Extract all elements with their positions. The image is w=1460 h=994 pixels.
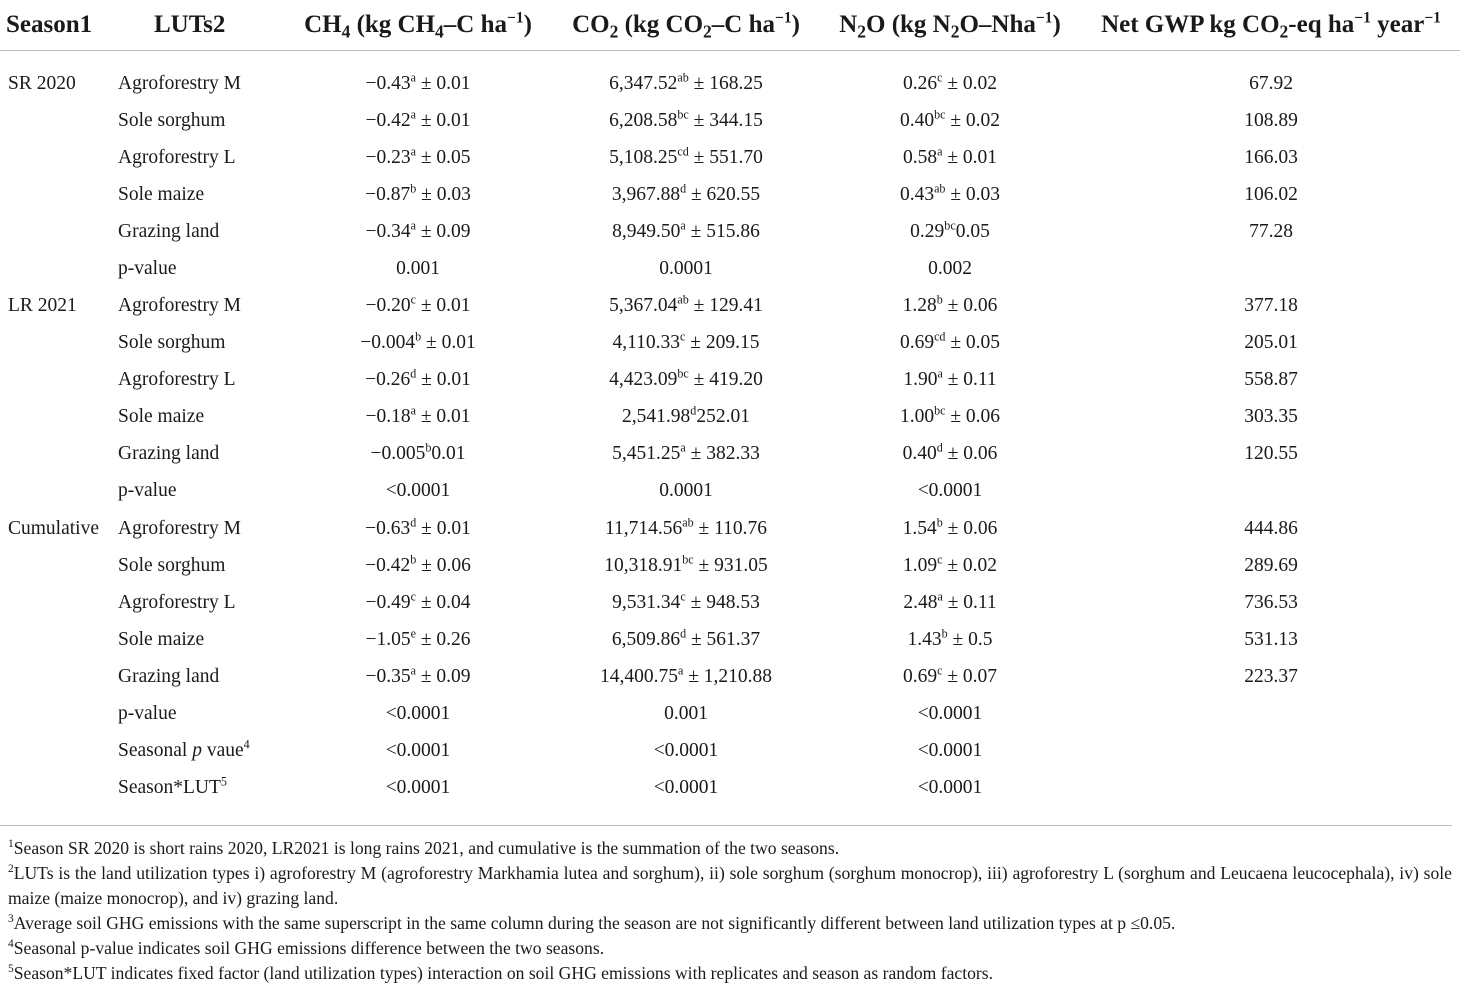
n2o-cell: 0.40$^d$ ± 0.06 (902, 440, 998, 465)
table-row (0, 213, 1460, 250)
lut-cell: Sole maize (118, 628, 205, 650)
table-row (0, 139, 1460, 176)
lut-cell: Seasonal p vaue$^4$ (118, 737, 250, 762)
header-row (0, 0, 1460, 51)
net-gwp-cell: 558.87 (1244, 369, 1298, 391)
lut-cell: Grazing land (118, 443, 220, 465)
n2o-cell: 1.90$^a$ ± 0.11 (903, 366, 997, 391)
table-row (0, 696, 1460, 733)
n2o-cell: 1.43$^b$ ± 0.5 (907, 626, 993, 650)
ch4-cell: <0.0001 (385, 777, 451, 799)
season-cell (0, 473, 118, 510)
footnote-divider (0, 825, 1452, 826)
table-row (0, 325, 1460, 362)
n2o-cell: 1.09$^c$ ± 0.02 (902, 552, 998, 576)
co2-cell: 8,949.50$^a$ ± 515.86 (612, 218, 760, 242)
net-gwp-cell (1082, 696, 1460, 733)
ch4-cell: −0.35$^a$ ± 0.09 (365, 663, 471, 687)
ch4-cell: −0.34$^a$ ± 0.09 (365, 218, 471, 242)
net-gwp-cell: 444.86 (1244, 517, 1298, 539)
season-cell (0, 176, 118, 213)
header-co2: $CO_2$ (kg $CO_2-C$ $ha^{-1}$) (554, 0, 818, 51)
footnote: $^5$Season*LUT indicates fixed factor (land utilization types) interaction on soil GHG emissions with replicates and season as random factors. (8, 962, 994, 983)
ch4-cell: −0.43$^a$ ± 0.01 (365, 70, 471, 94)
ch4-cell: 0.001 (396, 257, 440, 279)
net-gwp-cell: 108.89 (1244, 109, 1298, 131)
season-cell (0, 733, 118, 770)
co2-cell: 5,108.25$^{cd}$ ± 551.70 (609, 144, 763, 168)
n2o-cell: <0.0001 (917, 480, 983, 502)
n2o-cell: <0.0001 (917, 703, 983, 725)
season-cell (0, 770, 118, 807)
header-n2o: $N_2O$ (kg $N_2O-Nha^{-1}$) (818, 0, 1082, 51)
co2-cell: 5,451.25$^a$ ± 382.33 (612, 440, 760, 465)
net-gwp-cell: 223.37 (1244, 665, 1298, 687)
co2-cell: 0.0001 (659, 257, 713, 279)
net-gwp-cell: 205.01 (1244, 332, 1298, 354)
net-gwp-cell: 166.03 (1244, 146, 1298, 168)
co2-cell: 3,967.88$^d$ ± 620.55 (611, 181, 761, 205)
co2-cell: 14,400.75$^a$ ± 1,210.88 (599, 663, 773, 687)
footnote: $^4$Seasonal p-value indicates soil GHG emissions difference between the two seasons. (8, 937, 605, 958)
season-cell (0, 436, 118, 473)
net-gwp-cell (1082, 473, 1460, 510)
n2o-cell: 2.48$^a$ ± 0.11 (903, 589, 997, 613)
lut-cell: Sole sorghum (118, 332, 226, 354)
co2-cell: 6,509.86$^d$ ± 561.37 (611, 626, 761, 650)
co2-cell: 10,318.91$^{bc}$ ± 931.05 (604, 552, 768, 576)
lut-cell: Sole sorghum (118, 109, 226, 131)
table-row (0, 547, 1460, 584)
n2o-cell: 0.29$^{bc}$0.05 (910, 218, 990, 242)
co2-cell: 4,110.33$^c$ ± 209.15 (612, 329, 760, 354)
co2-cell: 4,423.09$^{bc}$ ± 419.20 (609, 366, 763, 391)
net-gwp-cell (1082, 733, 1460, 770)
net-gwp-cell: 303.35 (1244, 406, 1298, 428)
ch4-cell: −1.05$^e$ ± 0.26 (365, 626, 471, 650)
table-row (0, 250, 1460, 287)
lut-cell: Grazing land (118, 220, 220, 242)
table-row (0, 658, 1460, 695)
co2-cell: 0.0001 (659, 480, 713, 502)
co2-cell: 6,208.58$^{bc}$ ± 344.15 (609, 107, 763, 131)
ch4-cell: <0.0001 (385, 740, 451, 762)
table-row (0, 510, 1460, 547)
footnote: $^2$LUTs is the land utilization types i) agroforestry M (agroforestry Markhamia lutea and sorghum), ii) sole sorghum (sorghum monocrop), iii) agroforestry L (sorghum and Leucaena leucocephala), iv) sole maize (maize monocrop), and iv) grazing land. (8, 862, 1452, 908)
ch4-cell: −0.42$^b$ ± 0.06 (365, 552, 471, 576)
table-row (0, 399, 1460, 436)
ch4-cell: −0.20$^c$ ± 0.01 (365, 292, 471, 317)
ch4-cell: −0.18$^a$ ± 0.01 (365, 403, 471, 428)
lut-cell: Agroforestry M (118, 72, 241, 94)
co2-cell: 2,541.98$^d$252.01 (622, 403, 750, 428)
net-gwp-cell: 377.18 (1244, 295, 1298, 317)
table-row (0, 770, 1460, 807)
lut-cell: Grazing land (118, 665, 220, 687)
season-cell (0, 250, 118, 287)
lut-cell: Sole maize (118, 183, 205, 205)
ch4-cell: −0.49$^c$ ± 0.04 (365, 589, 471, 613)
header-ch4: $CH_4$ (kg $CH_4-C$ $ha^{-1}$) (282, 0, 554, 51)
table-row (0, 584, 1460, 621)
net-gwp-cell: 736.53 (1244, 591, 1298, 613)
lut-cell: Season*LUT$^5$ (118, 774, 227, 799)
ch4-cell: <0.0001 (385, 703, 451, 725)
table-row (0, 176, 1460, 213)
net-gwp-cell: 531.13 (1244, 628, 1298, 650)
lut-cell: Agroforestry M (118, 517, 241, 539)
co2-cell: 11,714.56$^{ab}$ ± 110.76 (604, 515, 768, 539)
season-cell (0, 213, 118, 250)
table-row (0, 733, 1460, 770)
co2-cell: 0.001 (664, 703, 708, 725)
ch4-cell: −0.004$^b$ ± 0.01 (360, 329, 476, 354)
n2o-cell: 0.40$^{bc}$ ± 0.02 (899, 107, 1001, 131)
lut-cell: Agroforestry L (118, 146, 236, 168)
table-body (0, 51, 1460, 807)
footnotes (8, 836, 1452, 986)
table-row (0, 473, 1460, 510)
season-cell (0, 102, 118, 139)
n2o-cell: 0.69$^c$ ± 0.07 (902, 663, 998, 687)
footnote: $^1$Season SR 2020 is short rains 2020, LR2021 is long rains 2021, and cumulative is the summation of the two seasons. (8, 837, 840, 858)
season-cell (0, 696, 118, 733)
net-gwp-cell: 289.69 (1244, 554, 1298, 576)
ch4-cell: −0.23$^a$ ± 0.05 (365, 144, 471, 168)
season-cell (0, 362, 118, 399)
table-row (0, 362, 1460, 399)
table-row (0, 621, 1460, 658)
season-cell (0, 325, 118, 362)
season-cell (0, 139, 118, 176)
table-row (0, 102, 1460, 139)
net-gwp-cell: 106.02 (1244, 183, 1298, 205)
season-cell (0, 658, 118, 695)
season-cell: LR 2021 (8, 295, 77, 317)
season-cell: SR 2020 (8, 72, 76, 94)
header-net-gwp: Net GWP kg $CO_2-eq$ $ha^{-1}$ year$^{-1}$ (1082, 0, 1460, 51)
lut-cell: Agroforestry L (118, 591, 236, 613)
ch4-cell: −0.63$^d$ ± 0.01 (365, 515, 471, 539)
n2o-cell: 1.28$^b$ ± 0.06 (902, 292, 998, 317)
season-cell (0, 547, 118, 584)
n2o-cell: <0.0001 (917, 777, 983, 799)
ch4-cell: −0.005$^b$0.01 (370, 440, 466, 465)
n2o-cell: 1.54$^b$ ± 0.06 (902, 515, 998, 539)
ch4-cell: −0.42$^a$ ± 0.01 (365, 107, 471, 131)
n2o-cell: 1.00$^{bc}$ ± 0.06 (899, 403, 1001, 428)
season-cell: Cumulative (8, 517, 99, 539)
lut-cell: Sole maize (118, 406, 205, 428)
lut-cell: p-value (118, 480, 177, 502)
net-gwp-cell (1082, 250, 1460, 287)
n2o-cell: 0.43$^{ab}$ ± 0.03 (899, 181, 1001, 205)
header-season: Season1 (0, 0, 118, 51)
season-cell (0, 399, 118, 436)
season-cell (0, 621, 118, 658)
lut-cell: p-value (118, 703, 177, 725)
ch4-cell: −0.87$^b$ ± 0.03 (365, 181, 471, 205)
n2o-cell: 0.002 (928, 257, 972, 279)
lut-cell: Agroforestry M (118, 295, 241, 317)
co2-cell: <0.0001 (653, 740, 719, 762)
net-gwp-cell: 120.55 (1244, 443, 1298, 465)
table-row (0, 51, 1460, 103)
net-gwp-cell (1082, 770, 1460, 807)
footnote: $^3$Average soil GHG emissions with the same superscript in the same column during the season are not significantly different between land utilization types at p ≤0.05. (8, 912, 1176, 933)
lut-cell: Sole sorghum (118, 554, 226, 576)
net-gwp-cell: 67.92 (1249, 72, 1293, 94)
table-row (0, 436, 1460, 473)
co2-cell: 6,347.52$^{ab}$ ± 168.25 (609, 70, 763, 94)
header-luts: LUTs2 (118, 0, 282, 51)
ch4-cell: <0.0001 (385, 480, 451, 502)
n2o-cell: <0.0001 (917, 740, 983, 762)
co2-cell: 5,367.04$^{ab}$ ± 129.41 (609, 292, 763, 317)
ch4-cell: −0.26$^d$ ± 0.01 (365, 366, 471, 391)
n2o-cell: 0.69$^{cd}$ ± 0.05 (899, 329, 1001, 354)
lut-cell: p-value (118, 257, 177, 279)
co2-cell: <0.0001 (653, 777, 719, 799)
n2o-cell: 0.26$^c$ ± 0.02 (902, 70, 998, 94)
co2-cell: 9,531.34$^c$ ± 948.53 (612, 589, 760, 613)
table-row (0, 287, 1460, 324)
lut-cell: Agroforestry L (118, 369, 236, 391)
net-gwp-cell: 77.28 (1249, 220, 1293, 242)
season-cell (0, 584, 118, 621)
n2o-cell: 0.58$^a$ ± 0.01 (902, 144, 998, 168)
